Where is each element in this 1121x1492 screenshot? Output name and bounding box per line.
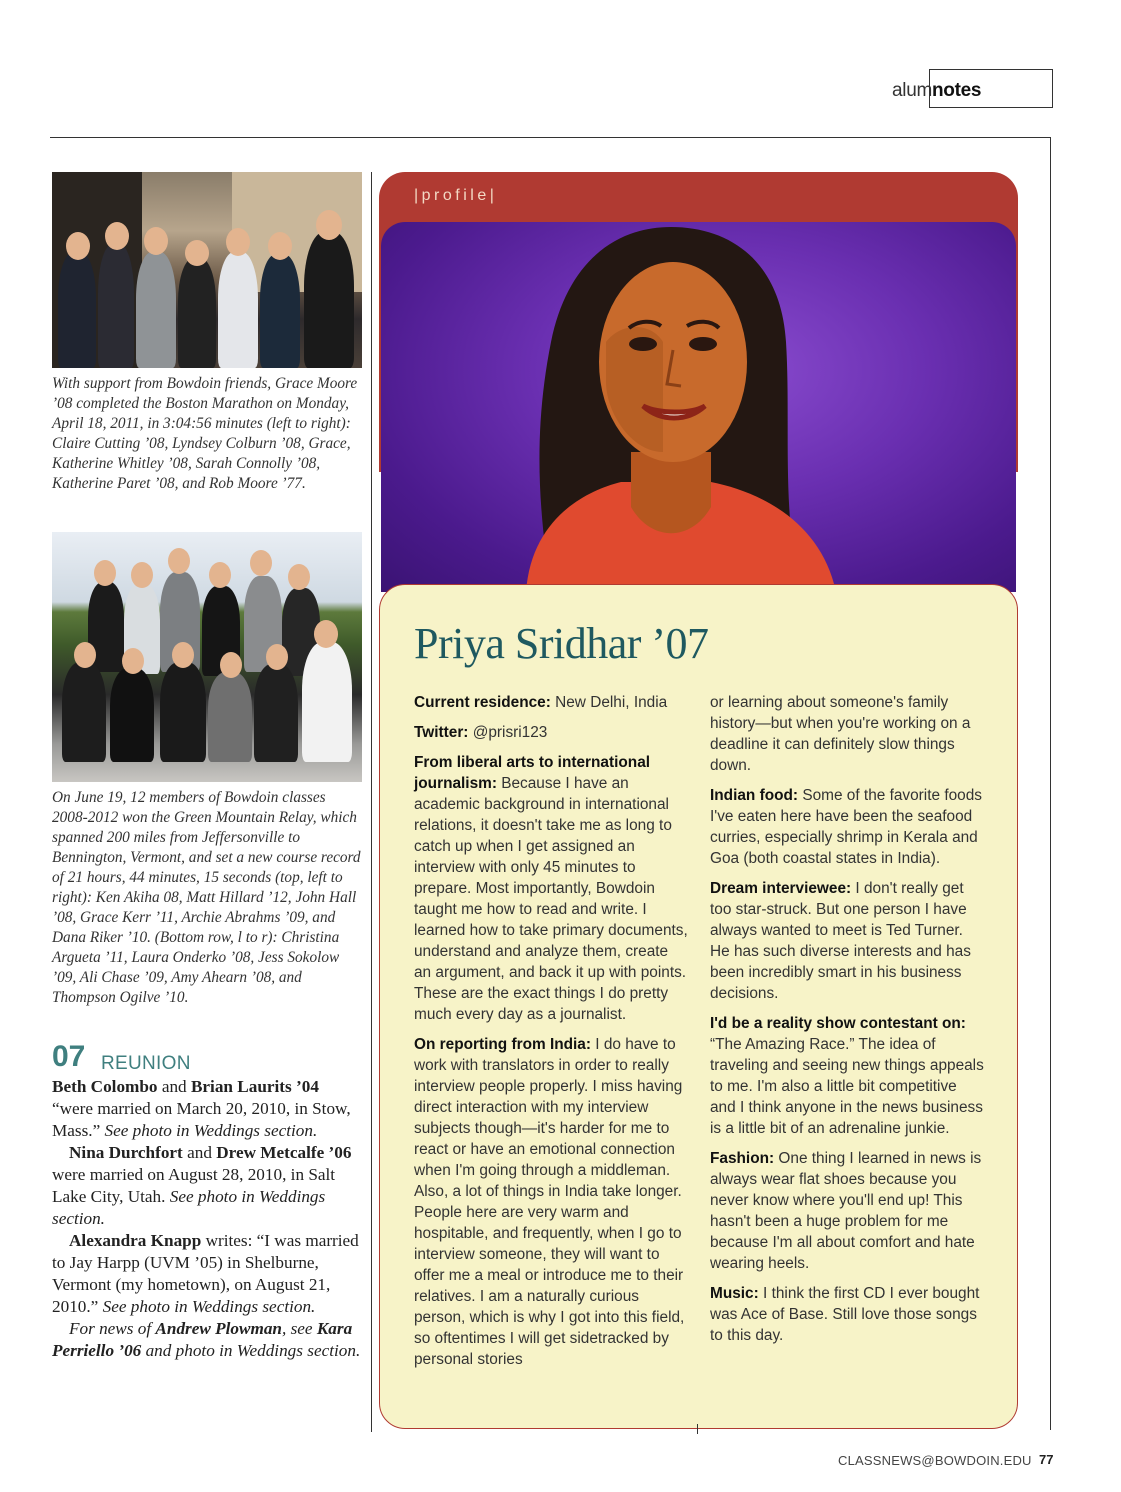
profile-portrait (381, 222, 1016, 592)
class-year: 07 (52, 1040, 86, 1073)
relay-photo-caption: On June 19, 12 members of Bowdoin classes 2008-2012 won the Green Mountain Relay, which spanned 200 miles from Jeffersonville to Bennington, Vermont, and set a new course record of 21 hours, 44 minutes, 15 seconds (top, left to right): Ken Akiha 08, Matt Hillard ’12, John Hall ’08, Grace Kerr ’11, Archie Abrahms ’09, and Dana Riker ’10. (Bottom row, l to r): Christina Argueta ’11, Laura Onderko ’08, Jess Sokolow ’09, Ali Chase ’09, Amy Ahearn ’08, and Thompson Ogilve ’10. (52, 789, 361, 1006)
class-note-entry: Beth Colombo and Brian Laurits ’04 “were married on March 20, 2010, in Stow, Mass.” See photo in Weddings section. (52, 1077, 351, 1140)
profile-column-tick (697, 1424, 698, 1434)
profile-reporting-india-cont: or learning about someone's family history—but when you're working on a deadline it can definitely slow things down. (710, 694, 971, 774)
class-notes-body (52, 1076, 362, 1362)
portrait-neck (631, 452, 711, 533)
column-rule (371, 172, 372, 1432)
class-reunion-label: REUNION (101, 1053, 191, 1074)
portrait-right-eye (689, 337, 717, 351)
profile-reality-show: I'd be a reality show contestant on: “The Amazing Race.” The idea of traveling and seeing new things appeals to me. I'm also a little bit competitive and I think anyone in the news business is a little bit of an adrenaline junkie. (710, 1015, 984, 1137)
profile-label: |profile| (414, 187, 498, 204)
relay-team-photo (52, 532, 362, 782)
profile-music: Music: I think the first CD I ever bought was Ace of Base. Still love those songs to this day. (710, 1285, 980, 1344)
profile-dream-interviewee: Dream interviewee: I don't really get too star-struck. But one person I have always wanted to meet is Ted Turner. He has such diverse interests and has been incredibly smart in his business decisions. (710, 880, 971, 1002)
profile-twitter: Twitter: @prisri123 (414, 724, 548, 741)
class-note-entry: For news of Andrew Plowman, see Kara Perriello ’06 and photo in Weddings section. (52, 1319, 361, 1360)
profile-column-left (414, 692, 689, 1379)
profile-liberal-arts: From liberal arts to international journalism: Because I have an academic background in international relations, it doesn't take me as long to catch up when I get assigned an interview with only 45 minutes to prepare. Most importantly, Bowdoin taught me how to read and write. I learned how to take primary documents, understand and analyze them, create an argument, and back it up with points. These are the exact things I do pretty much every day as a journalist. (414, 754, 688, 1023)
section-header-bold: notes (931, 80, 982, 101)
section-header-box (929, 69, 1053, 108)
marathon-group-photo (52, 172, 362, 368)
profile-residence: Current residence: New Delhi, India (414, 694, 668, 711)
section-header-light: alum (892, 80, 932, 101)
class-note-entry: Nina Durchfort and Drew Metcalfe ’06 were married on August 28, 2010, in Salt Lake City, Utah. See photo in Weddings section. (52, 1143, 352, 1228)
top-rule (50, 137, 1051, 138)
portrait-illustration (381, 222, 1016, 592)
profile-fashion: Fashion: One thing I learned in news is always wear flat shoes because you never know where you'll end up! This hasn't been a huge problem for me because I'm all about comfort and hate wearing heels. (710, 1150, 982, 1272)
profile-reporting-india: On reporting from India: I do have to work with translators in order to really interview people properly. I miss having direct interaction with my interview subjects though—it's harder for me to react or have an emotional connection when I'm going through a middleman. Also, a lot of things in India take longer. People here are very warm and hospitable, and frequently, when I go to interview someone, they will want to offer me a meal or introduce me to their relatives. I am a naturally curious person, which is why I got into this field, so oftentimes I will get sidetracked by personal stories (414, 1036, 685, 1368)
profile-indian-food: Indian food: Some of the favorite foods I've eaten here have been the seafood curries, especially shrimp in Kerala and Goa (both coastal states in India). (710, 787, 982, 867)
right-rule (1050, 137, 1051, 1430)
page-number: 77 (1039, 1452, 1054, 1467)
footer-email: CLASSNEWS@BOWDOIN.EDU (838, 1453, 1032, 1468)
class-note-entry: Alexandra Knapp writes: “I was married to Jay Harpp (UVM ’05) in Shelburne, Vermont (my hometown), on August 21, 2010.” See photo in Weddings section. (52, 1231, 359, 1316)
profile-name: Priya Sridhar ’07 (414, 619, 709, 668)
portrait-left-eye (629, 337, 657, 351)
marathon-photo-caption: With support from Bowdoin friends, Grace Moore ’08 completed the Boston Marathon on Monday, April 18, 2011, in 3:04:56 minutes (left to right): Claire Cutting ’08, Lyndsey Colburn ’08, Grace, Katherine Whitley ’08, Sarah Connolly ’08, Katherine Paret ’08, and Rob Moore ’77. (52, 375, 358, 492)
profile-column-right (710, 692, 985, 1355)
